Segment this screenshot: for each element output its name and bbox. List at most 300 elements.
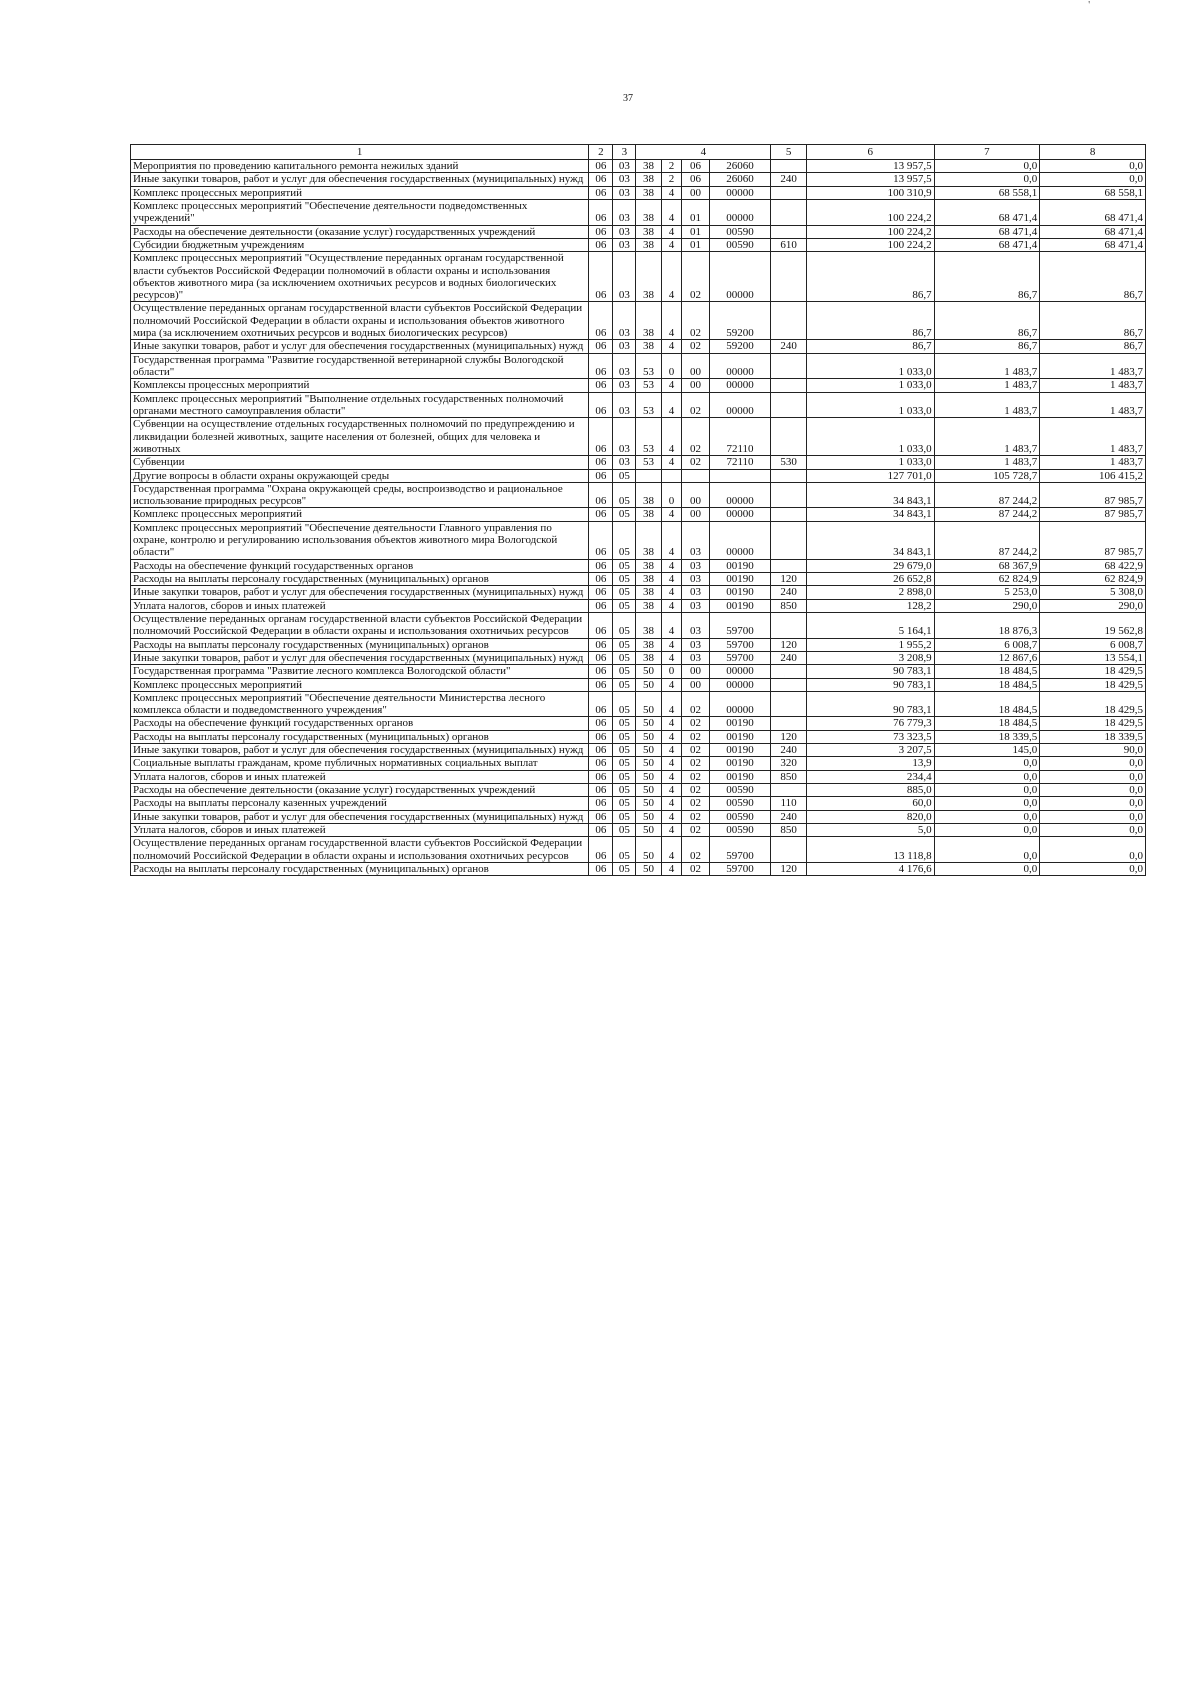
row-type-code: 4 <box>661 612 682 638</box>
row-amount-7: 105 728,7 <box>934 469 1040 482</box>
row-amount-7: 0,0 <box>934 862 1040 875</box>
table-row <box>131 586 1146 599</box>
row-code-2: 06 <box>589 508 613 521</box>
row-subprogram-code: 01 <box>682 199 709 225</box>
row-amount-8: 1 483,7 <box>1040 392 1146 418</box>
row-amount-7: 1 483,7 <box>934 418 1040 456</box>
row-direction-code: 00190 <box>709 770 771 783</box>
row-expense-type <box>771 508 807 521</box>
row-code-2: 06 <box>589 482 613 508</box>
row-amount-7: 87 244,2 <box>934 482 1040 508</box>
row-amount-6: 3 208,9 <box>806 651 934 664</box>
row-type-code: 4 <box>661 238 682 251</box>
row-expense-type: 120 <box>771 638 807 651</box>
row-code-3: 03 <box>613 199 636 225</box>
row-amount-8: 86,7 <box>1040 252 1146 302</box>
row-code-3: 03 <box>613 238 636 251</box>
row-expense-type: 120 <box>771 730 807 743</box>
table-row <box>131 862 1146 875</box>
row-amount-8: 68 422,9 <box>1040 559 1146 572</box>
row-amount-6: 4 176,6 <box>806 862 934 875</box>
table-row <box>131 340 1146 353</box>
row-subprogram-code: 02 <box>682 862 709 875</box>
row-program-code: 50 <box>636 797 661 810</box>
row-name: Осуществление переданных органам государственной власти субъектов Российской Федерации полномочий Российской Федерации в области охраны и использования охотничьих ресурсов <box>131 612 589 638</box>
row-direction-code: 59200 <box>709 302 771 340</box>
row-code-3: 05 <box>613 823 636 836</box>
row-expense-type <box>771 521 807 559</box>
row-code-2: 06 <box>589 225 613 238</box>
table-row <box>131 810 1146 823</box>
row-type-code: 4 <box>661 418 682 456</box>
row-amount-8: 290,0 <box>1040 599 1146 612</box>
row-expense-type <box>771 665 807 678</box>
row-amount-6: 1 955,2 <box>806 638 934 651</box>
row-code-2: 06 <box>589 612 613 638</box>
row-program-code: 53 <box>636 379 661 392</box>
row-program-code: 38 <box>636 173 661 186</box>
row-code-3: 05 <box>613 862 636 875</box>
row-type-code: 4 <box>661 691 682 717</box>
row-type-code: 4 <box>661 638 682 651</box>
row-amount-7: 1 483,7 <box>934 456 1040 469</box>
row-amount-8: 68 471,4 <box>1040 199 1146 225</box>
budget-table <box>130 144 1146 876</box>
row-amount-7: 145,0 <box>934 744 1040 757</box>
row-code-2: 06 <box>589 353 613 379</box>
row-direction-code: 59700 <box>709 651 771 664</box>
row-name: Уплата налогов, сборов и иных платежей <box>131 770 589 783</box>
table-row <box>131 744 1146 757</box>
row-code-3: 05 <box>613 810 636 823</box>
table-row <box>131 238 1146 251</box>
row-expense-type <box>771 186 807 199</box>
row-program-code: 38 <box>636 238 661 251</box>
row-type-code: 4 <box>661 810 682 823</box>
row-name: Иные закупки товаров, работ и услуг для обеспечения государственных (муниципальных) нужд <box>131 744 589 757</box>
row-program-code: 38 <box>636 573 661 586</box>
row-code-2: 06 <box>589 757 613 770</box>
row-code-3: 05 <box>613 730 636 743</box>
row-program-code: 38 <box>636 586 661 599</box>
row-subprogram-code: 02 <box>682 456 709 469</box>
row-name: Иные закупки товаров, работ и услуг для обеспечения государственных (муниципальных) нужд <box>131 586 589 599</box>
row-direction-code: 00190 <box>709 730 771 743</box>
row-name: Государственная программа "Охрана окружающей среды, воспроизводство и рациональное использование природных ресурсов" <box>131 482 589 508</box>
row-amount-8: 87 985,7 <box>1040 482 1146 508</box>
row-expense-type: 120 <box>771 862 807 875</box>
row-amount-6: 13 957,5 <box>806 173 934 186</box>
row-name: Субвенции на осуществление отдельных государственных полномочий по предупреждению и ликвидации болезней животных, защите населения от болезней, общих для человека и животных <box>131 418 589 456</box>
row-expense-type <box>771 199 807 225</box>
row-program-code: 38 <box>636 559 661 572</box>
row-amount-8: 106 415,2 <box>1040 469 1146 482</box>
header-col-2: 2 <box>589 145 613 160</box>
row-amount-8: 0,0 <box>1040 837 1146 863</box>
row-subprogram-code: 02 <box>682 730 709 743</box>
row-code-3: 05 <box>613 757 636 770</box>
row-direction-code: 00000 <box>709 353 771 379</box>
row-subprogram-code: 03 <box>682 638 709 651</box>
row-code-2: 06 <box>589 252 613 302</box>
header-col-1: 1 <box>131 145 589 160</box>
row-expense-type <box>771 302 807 340</box>
row-code-3: 05 <box>613 691 636 717</box>
row-program-code: 38 <box>636 482 661 508</box>
row-direction-code: 00590 <box>709 784 771 797</box>
row-amount-8: 1 483,7 <box>1040 456 1146 469</box>
row-expense-type <box>771 678 807 691</box>
row-amount-8: 1 483,7 <box>1040 418 1146 456</box>
row-amount-8: 0,0 <box>1040 797 1146 810</box>
row-amount-7: 0,0 <box>934 823 1040 836</box>
row-name: Расходы на выплаты персоналу государственных (муниципальных) органов <box>131 730 589 743</box>
row-direction-code: 72110 <box>709 456 771 469</box>
row-name: Комплекс процессных мероприятий <box>131 508 589 521</box>
row-code-3: 03 <box>613 186 636 199</box>
row-direction-code: 59700 <box>709 612 771 638</box>
row-type-code: 0 <box>661 665 682 678</box>
row-direction-code: 00000 <box>709 691 771 717</box>
row-amount-7: 5 253,0 <box>934 586 1040 599</box>
row-code-3: 05 <box>613 586 636 599</box>
row-amount-8: 0,0 <box>1040 173 1146 186</box>
row-subprogram-code: 03 <box>682 612 709 638</box>
table-row <box>131 784 1146 797</box>
row-program-code <box>636 469 661 482</box>
table-row <box>131 573 1146 586</box>
row-subprogram-code: 00 <box>682 186 709 199</box>
table-row <box>131 353 1146 379</box>
row-direction-code: 00190 <box>709 586 771 599</box>
row-program-code: 50 <box>636 770 661 783</box>
page-number: 37 <box>623 93 633 104</box>
row-amount-8: 19 562,8 <box>1040 612 1146 638</box>
row-code-3: 05 <box>613 717 636 730</box>
row-amount-6: 100 224,2 <box>806 238 934 251</box>
row-direction-code: 00000 <box>709 521 771 559</box>
row-amount-7: 68 471,4 <box>934 225 1040 238</box>
row-type-code: 4 <box>661 392 682 418</box>
header-col-6: 6 <box>806 145 934 160</box>
table-row <box>131 225 1146 238</box>
row-code-2: 06 <box>589 797 613 810</box>
row-direction-code: 00000 <box>709 678 771 691</box>
table-row <box>131 186 1146 199</box>
row-type-code: 4 <box>661 340 682 353</box>
row-amount-7: 86,7 <box>934 302 1040 340</box>
row-name: Комплексы процессных мероприятий <box>131 379 589 392</box>
row-type-code <box>661 469 682 482</box>
row-direction-code: 26060 <box>709 173 771 186</box>
row-direction-code: 00000 <box>709 379 771 392</box>
row-amount-6: 13 118,8 <box>806 837 934 863</box>
row-amount-6: 86,7 <box>806 302 934 340</box>
row-name: Иные закупки товаров, работ и услуг для обеспечения государственных (муниципальных) нужд <box>131 651 589 664</box>
row-amount-8: 18 429,5 <box>1040 665 1146 678</box>
row-expense-type <box>771 559 807 572</box>
row-code-3: 05 <box>613 797 636 810</box>
row-code-2: 06 <box>589 392 613 418</box>
row-program-code: 53 <box>636 353 661 379</box>
row-amount-7: 0,0 <box>934 757 1040 770</box>
row-amount-7: 290,0 <box>934 599 1040 612</box>
row-expense-type <box>771 252 807 302</box>
row-name: Мероприятия по проведению капитального ремонта нежилых зданий <box>131 160 589 173</box>
row-direction-code: 00190 <box>709 757 771 770</box>
row-amount-6: 127 701,0 <box>806 469 934 482</box>
row-amount-6: 100 310,9 <box>806 186 934 199</box>
row-direction-code: 00000 <box>709 199 771 225</box>
row-program-code: 50 <box>636 862 661 875</box>
row-code-3: 03 <box>613 353 636 379</box>
row-type-code: 4 <box>661 302 682 340</box>
row-expense-type: 110 <box>771 797 807 810</box>
row-subprogram-code: 02 <box>682 418 709 456</box>
row-type-code: 4 <box>661 199 682 225</box>
row-name: Иные закупки товаров, работ и услуг для обеспечения государственных (муниципальных) нужд <box>131 173 589 186</box>
row-subprogram-code: 03 <box>682 651 709 664</box>
table-row <box>131 302 1146 340</box>
row-amount-7: 18 876,3 <box>934 612 1040 638</box>
row-direction-code: 59700 <box>709 837 771 863</box>
row-type-code: 4 <box>661 573 682 586</box>
row-expense-type <box>771 482 807 508</box>
row-amount-8: 6 008,7 <box>1040 638 1146 651</box>
row-name: Комплекс процессных мероприятий <box>131 186 589 199</box>
row-amount-6: 26 652,8 <box>806 573 934 586</box>
row-subprogram-code: 06 <box>682 160 709 173</box>
table-row <box>131 559 1146 572</box>
table-row <box>131 717 1146 730</box>
row-amount-7: 86,7 <box>934 252 1040 302</box>
row-program-code: 38 <box>636 599 661 612</box>
row-code-3: 05 <box>613 482 636 508</box>
row-amount-8: 13 554,1 <box>1040 651 1146 664</box>
row-amount-7: 0,0 <box>934 810 1040 823</box>
row-subprogram-code: 02 <box>682 837 709 863</box>
row-amount-6: 1 033,0 <box>806 418 934 456</box>
header-col-5: 5 <box>771 145 807 160</box>
row-amount-6: 2 898,0 <box>806 586 934 599</box>
row-program-code: 50 <box>636 810 661 823</box>
row-type-code: 4 <box>661 651 682 664</box>
row-amount-6: 60,0 <box>806 797 934 810</box>
row-type-code: 4 <box>661 797 682 810</box>
row-program-code: 50 <box>636 717 661 730</box>
row-code-2: 06 <box>589 784 613 797</box>
row-expense-type <box>771 784 807 797</box>
row-code-2: 06 <box>589 770 613 783</box>
row-amount-7: 0,0 <box>934 770 1040 783</box>
table-row <box>131 797 1146 810</box>
row-expense-type: 320 <box>771 757 807 770</box>
row-amount-6: 34 843,1 <box>806 508 934 521</box>
row-code-3: 03 <box>613 340 636 353</box>
row-amount-7: 18 484,5 <box>934 665 1040 678</box>
row-direction-code: 00590 <box>709 823 771 836</box>
row-amount-7: 0,0 <box>934 837 1040 863</box>
table-body <box>131 160 1146 876</box>
row-amount-8: 86,7 <box>1040 302 1146 340</box>
row-program-code: 38 <box>636 199 661 225</box>
row-amount-8: 18 429,5 <box>1040 717 1146 730</box>
row-direction-code: 00590 <box>709 238 771 251</box>
row-name: Государственная программа "Развитие лесного комплекса Вологодской области" <box>131 665 589 678</box>
row-name: Расходы на обеспечение деятельности (оказание услуг) государственных учреждений <box>131 225 589 238</box>
row-subprogram-code: 01 <box>682 238 709 251</box>
table-row <box>131 199 1146 225</box>
row-name: Расходы на обеспечение функций государственных органов <box>131 559 589 572</box>
table-row <box>131 173 1146 186</box>
row-amount-7: 18 484,5 <box>934 691 1040 717</box>
row-code-2: 06 <box>589 823 613 836</box>
row-amount-6: 76 779,3 <box>806 717 934 730</box>
row-code-2: 06 <box>589 744 613 757</box>
row-code-2: 06 <box>589 837 613 863</box>
row-code-2: 06 <box>589 691 613 717</box>
table-row <box>131 665 1146 678</box>
row-subprogram-code: 03 <box>682 599 709 612</box>
row-subprogram-code: 02 <box>682 810 709 823</box>
row-name: Осуществление переданных органам государственной власти субъектов Российской Федерации полномочий Российской Федерации в области охраны и использования объектов животного мира (за исключением охотничьих ресурсов и водных биологических ресурсов) <box>131 302 589 340</box>
row-expense-type: 610 <box>771 238 807 251</box>
row-amount-8: 18 429,5 <box>1040 678 1146 691</box>
header-col-7: 7 <box>934 145 1040 160</box>
row-type-code: 4 <box>661 252 682 302</box>
row-name: Расходы на выплаты персоналу государственных (муниципальных) органов <box>131 862 589 875</box>
row-type-code: 4 <box>661 559 682 572</box>
table-row <box>131 757 1146 770</box>
row-direction-code: 59700 <box>709 638 771 651</box>
row-expense-type: 530 <box>771 456 807 469</box>
table-row <box>131 837 1146 863</box>
row-name: Субвенции <box>131 456 589 469</box>
row-program-code: 38 <box>636 638 661 651</box>
row-program-code: 38 <box>636 508 661 521</box>
row-amount-6: 90 783,1 <box>806 665 934 678</box>
row-expense-type: 850 <box>771 770 807 783</box>
row-type-code: 4 <box>661 521 682 559</box>
row-expense-type: 240 <box>771 173 807 186</box>
row-program-code: 38 <box>636 612 661 638</box>
row-type-code: 4 <box>661 730 682 743</box>
row-code-2: 06 <box>589 638 613 651</box>
row-direction-code: 00000 <box>709 482 771 508</box>
table-row <box>131 379 1146 392</box>
row-type-code: 4 <box>661 508 682 521</box>
row-name: Расходы на обеспечение деятельности (оказание услуг) государственных учреждений <box>131 784 589 797</box>
row-amount-7: 18 484,5 <box>934 678 1040 691</box>
row-code-3: 05 <box>613 638 636 651</box>
row-name: Социальные выплаты гражданам, кроме публичных нормативных социальных выплат <box>131 757 589 770</box>
row-code-2: 06 <box>589 238 613 251</box>
row-expense-type <box>771 612 807 638</box>
row-subprogram-code: 03 <box>682 573 709 586</box>
row-program-code: 38 <box>636 252 661 302</box>
row-code-3: 05 <box>613 770 636 783</box>
row-type-code: 4 <box>661 717 682 730</box>
row-amount-6: 5 164,1 <box>806 612 934 638</box>
row-program-code: 50 <box>636 691 661 717</box>
row-amount-8: 87 985,7 <box>1040 521 1146 559</box>
row-amount-8: 87 985,7 <box>1040 508 1146 521</box>
row-code-3: 03 <box>613 225 636 238</box>
row-code-3: 03 <box>613 173 636 186</box>
row-type-code: 4 <box>661 862 682 875</box>
row-type-code: 4 <box>661 225 682 238</box>
row-amount-6: 90 783,1 <box>806 691 934 717</box>
row-code-2: 06 <box>589 573 613 586</box>
row-direction-code: 26060 <box>709 160 771 173</box>
row-name: Комплекс процессных мероприятий "Обеспечение деятельности Министерства лесного комплекса области и подведомственного учреждения" <box>131 691 589 717</box>
row-name: Расходы на выплаты персоналу государственных (муниципальных) органов <box>131 638 589 651</box>
row-amount-7: 1 483,7 <box>934 392 1040 418</box>
row-amount-8: 0,0 <box>1040 770 1146 783</box>
row-expense-type: 240 <box>771 744 807 757</box>
row-code-3: 05 <box>613 469 636 482</box>
row-amount-6: 100 224,2 <box>806 199 934 225</box>
row-name: Субсидии бюджетным учреждениям <box>131 238 589 251</box>
row-expense-type: 850 <box>771 599 807 612</box>
row-code-2: 06 <box>589 456 613 469</box>
row-type-code: 4 <box>661 744 682 757</box>
row-program-code: 38 <box>636 225 661 238</box>
row-amount-8: 0,0 <box>1040 757 1146 770</box>
row-program-code: 50 <box>636 757 661 770</box>
row-program-code: 53 <box>636 418 661 456</box>
row-expense-type <box>771 717 807 730</box>
row-direction-code: 59700 <box>709 862 771 875</box>
row-code-3: 03 <box>613 160 636 173</box>
row-name: Осуществление переданных органам государственной власти субъектов Российской Федерации полномочий Российской Федерации в области охраны и использования охотничьих ресурсов <box>131 837 589 863</box>
row-subprogram-code: 02 <box>682 770 709 783</box>
row-expense-type <box>771 392 807 418</box>
row-name: Государственная программа "Развитие государственной ветеринарной службы Вологодской области" <box>131 353 589 379</box>
row-amount-6: 73 323,5 <box>806 730 934 743</box>
table-row <box>131 651 1146 664</box>
row-amount-6: 5,0 <box>806 823 934 836</box>
row-type-code: 4 <box>661 757 682 770</box>
row-amount-6: 100 224,2 <box>806 225 934 238</box>
header-col-4: 4 <box>636 145 771 160</box>
row-direction-code: 00590 <box>709 225 771 238</box>
row-expense-type <box>771 379 807 392</box>
row-code-2: 06 <box>589 665 613 678</box>
table-row <box>131 469 1146 482</box>
row-code-3: 05 <box>613 508 636 521</box>
row-code-2: 06 <box>589 379 613 392</box>
row-type-code: 4 <box>661 379 682 392</box>
row-code-3: 05 <box>613 651 636 664</box>
row-amount-8: 18 429,5 <box>1040 691 1146 717</box>
row-amount-8: 90,0 <box>1040 744 1146 757</box>
row-direction-code: 00000 <box>709 392 771 418</box>
row-amount-8: 68 471,4 <box>1040 225 1146 238</box>
row-amount-6: 885,0 <box>806 784 934 797</box>
row-code-2: 06 <box>589 199 613 225</box>
row-amount-6: 34 843,1 <box>806 482 934 508</box>
row-amount-6: 29 679,0 <box>806 559 934 572</box>
row-subprogram-code: 00 <box>682 379 709 392</box>
row-amount-7: 68 471,4 <box>934 238 1040 251</box>
row-amount-7: 0,0 <box>934 784 1040 797</box>
row-program-code: 50 <box>636 744 661 757</box>
row-amount-6: 128,2 <box>806 599 934 612</box>
row-code-2: 06 <box>589 160 613 173</box>
row-type-code: 4 <box>661 770 682 783</box>
row-code-3: 03 <box>613 252 636 302</box>
